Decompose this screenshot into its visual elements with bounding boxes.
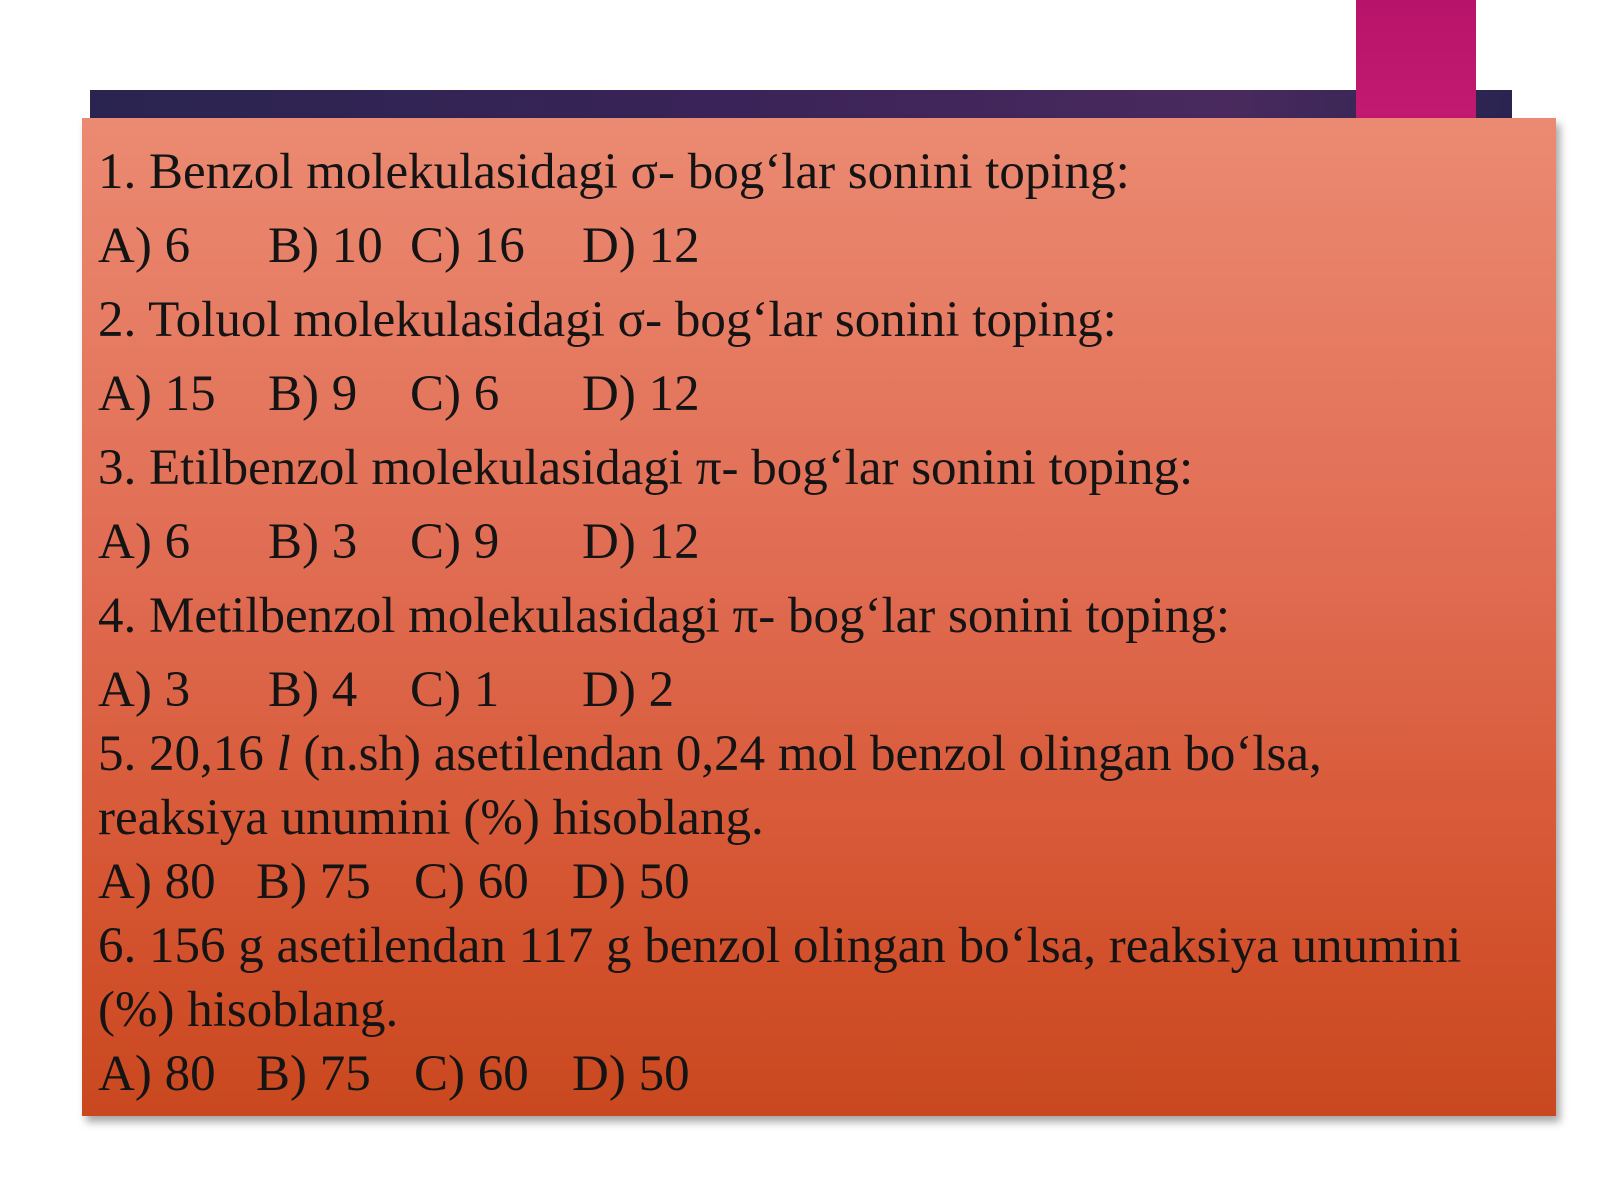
- top-decorative-bar: [90, 90, 1512, 120]
- option-c: C) 16: [410, 218, 525, 274]
- question-2-text: 2. Toluol molekulasidagi σ- bog‘lar sonini toping:: [98, 292, 1117, 348]
- option-a: A) 6: [98, 218, 191, 274]
- option-c: C) 60: [414, 1046, 529, 1102]
- question-4-options: [98, 658, 1538, 722]
- option-b: B) 75: [256, 854, 371, 910]
- quiz-content: [98, 140, 1538, 1106]
- option-a: A) 80: [98, 1046, 216, 1102]
- question-6-options: [98, 1042, 1538, 1106]
- option-d: D) 12: [582, 514, 700, 570]
- question-2-options: [98, 362, 1538, 436]
- option-d: D) 50: [572, 854, 690, 910]
- question-5-text: [98, 722, 1538, 786]
- question-4-text: 4. Metilbenzol molekulasidagi π- bog‘lar sonini toping:: [98, 588, 1230, 644]
- option-a: A) 80: [98, 854, 216, 910]
- question-6-text-line2: (%) hisoblang.: [98, 982, 399, 1038]
- question-6-text: 6. 156 g asetilendan 117 g benzol olingan bo‘lsa, reaksiya unumini: [98, 918, 1462, 974]
- question-5-suffix: (n.sh) asetilendan 0,24 mol benzol olingan bo‘lsa,: [290, 726, 1322, 782]
- option-b: B) 4: [268, 662, 358, 718]
- option-a: A) 3: [98, 662, 191, 718]
- option-b: B) 3: [268, 514, 358, 570]
- question-5-prefix: 5. 20,16: [98, 726, 277, 782]
- option-d: D) 12: [582, 366, 700, 422]
- option-b: B) 9: [268, 366, 358, 422]
- accent-block: [1356, 0, 1476, 120]
- question-3-text: 3. Etilbenzol molekulasidagi π- bog‘lar sonini toping:: [98, 440, 1194, 496]
- option-d: D) 2: [582, 662, 675, 718]
- option-b: B) 10: [268, 218, 383, 274]
- question-1-options: [98, 214, 1538, 288]
- option-c: C) 9: [410, 514, 500, 570]
- option-d: D) 12: [582, 218, 700, 274]
- option-a: A) 15: [98, 366, 216, 422]
- option-c: C) 1: [410, 662, 500, 718]
- question-5-options: [98, 850, 1538, 914]
- option-c: C) 6: [410, 366, 500, 422]
- question-1-text: 1. Benzol molekulasidagi σ- bog‘lar sonini toping:: [98, 144, 1130, 200]
- question-3-options: [98, 510, 1538, 584]
- question-5-unit: l: [276, 726, 291, 782]
- option-a: A) 6: [98, 514, 191, 570]
- option-b: B) 75: [256, 1046, 371, 1102]
- option-c: C) 60: [414, 854, 529, 910]
- question-5-text-line2: reaksiya unumini (%) hisoblang.: [98, 790, 764, 846]
- option-d: D) 50: [572, 1046, 690, 1102]
